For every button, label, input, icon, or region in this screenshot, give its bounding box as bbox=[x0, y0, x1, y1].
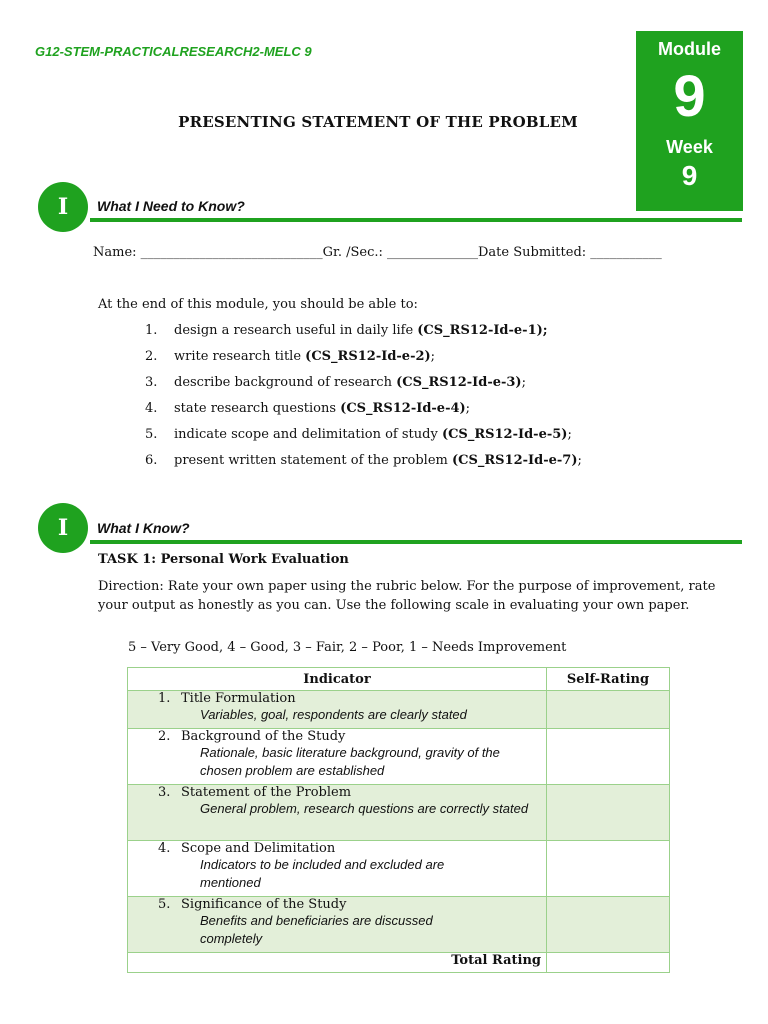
criterion-description: General problem, research questions are correctly stated bbox=[200, 801, 529, 816]
criterion-description: Benefits and beneficiaries are discussed completely bbox=[200, 913, 433, 946]
table-row: 3. Statement of the Problem General problem, research questions are correctly stated bbox=[128, 785, 670, 841]
section-icon-what-i-know: I bbox=[38, 503, 88, 553]
rubric-table bbox=[127, 667, 670, 973]
objective-item: 4. state research questions (CS_RS12-Id-e-4); bbox=[145, 401, 471, 416]
total-rating-cell[interactable] bbox=[547, 953, 670, 973]
section-rule bbox=[90, 540, 742, 544]
section-icon-need-to-know: I bbox=[38, 182, 88, 232]
module-label: Module bbox=[658, 39, 721, 59]
rating-scale: 5 – Very Good, 4 – Good, 3 – Fair, 2 – Poor, 1 – Needs Improvement bbox=[128, 640, 567, 655]
header-self-rating: Self-Rating bbox=[547, 668, 670, 691]
self-rating-cell[interactable] bbox=[547, 785, 670, 841]
table-header-row bbox=[128, 668, 670, 691]
criterion-description: Indicators to be included and excluded are mentioned bbox=[200, 857, 445, 890]
table-row: 2. Background of the Study Rationale, basic literature background, gravity of the chosen problem are established bbox=[128, 729, 670, 785]
header-indicator: Indicator bbox=[128, 668, 547, 691]
section-title-what-i-know: What I Know? bbox=[97, 520, 190, 536]
objective-item: 5. indicate scope and delimitation of study (CS_RS12-Id-e-5); bbox=[145, 427, 572, 442]
criterion-label: Significance of the Study bbox=[181, 897, 347, 912]
week-number: 9 bbox=[681, 160, 698, 191]
criterion-label: Title Formulation bbox=[181, 691, 296, 706]
self-rating-cell[interactable] bbox=[547, 729, 670, 785]
objective-item: 6. present written statement of the problem (CS_RS12-Id-e-7); bbox=[145, 453, 582, 468]
table-row: 1. Title Formulation Variables, goal, respondents are clearly stated bbox=[128, 691, 670, 729]
criterion-description: Rationale, basic literature background, gravity of the chosen problem are established bbox=[200, 745, 500, 778]
module-code: G12-STEM-PRACTICALRESEARCH2-MELC 9 bbox=[35, 44, 312, 59]
table-row: 5. Significance of the Study Benefits and beneficiaries are discussed completely bbox=[128, 897, 670, 953]
week-label: Week bbox=[666, 137, 713, 157]
objective-item: 2. write research title (CS_RS12-Id-e-2); bbox=[145, 349, 436, 364]
section-rule bbox=[90, 218, 742, 222]
self-rating-cell[interactable] bbox=[547, 841, 670, 897]
total-rating-label: Total Rating bbox=[128, 953, 547, 973]
self-rating-cell[interactable] bbox=[547, 897, 670, 953]
criterion-description: Variables, goal, respondents are clearly stated bbox=[200, 707, 467, 722]
page-title: PRESENTING STATEMENT OF THE PROBLEM bbox=[178, 113, 578, 131]
criterion-label: Background of the Study bbox=[181, 729, 346, 744]
objectives-intro: At the end of this module, you should be able to: bbox=[98, 297, 418, 312]
task-direction: Direction: Rate your own paper using the rubric below. For the purpose of improvement, rate your output as honestly as you can. Use the following scale in evaluating your own paper. bbox=[98, 579, 716, 613]
module-number: 9 bbox=[673, 64, 706, 129]
criterion-label: Statement of the Problem bbox=[181, 785, 352, 800]
self-rating-cell[interactable] bbox=[547, 691, 670, 729]
total-row bbox=[128, 953, 670, 973]
task-title: TASK 1: Personal Work Evaluation bbox=[98, 552, 349, 567]
student-info-line: Name: ____________________________Gr. /Sec.: ______________Date Submitted: ___________ bbox=[93, 245, 662, 260]
table-row: 4. Scope and Delimitation Indicators to be included and excluded are mentioned bbox=[128, 841, 670, 897]
objectives-list bbox=[145, 323, 582, 479]
objective-item: 3. describe background of research (CS_RS12-Id-e-3); bbox=[145, 375, 526, 390]
objective-item: 1. design a research useful in daily life (CS_RS12-Id-e-1); bbox=[145, 323, 548, 338]
section-title-need-to-know: What I Need to Know? bbox=[97, 198, 245, 214]
criterion-label: Scope and Delimitation bbox=[181, 841, 336, 856]
